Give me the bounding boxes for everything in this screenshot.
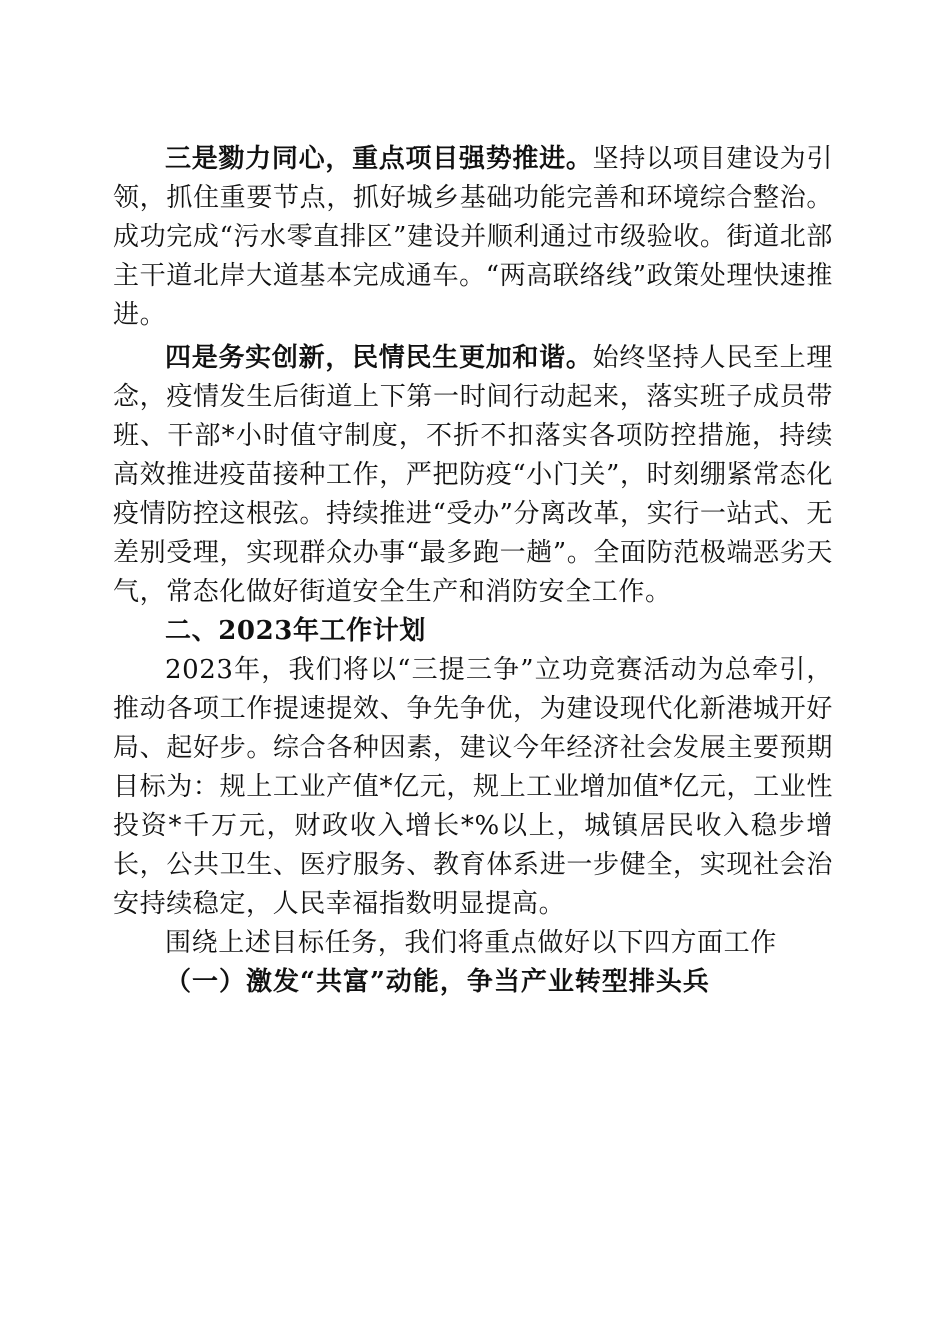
paragraph-plan-intro: 2023年，我们将以“三提三争”立功竞赛活动为总牵引，推动各项工作提速提效、争先争优，为建设现代化新港城开好局、起好步。综合各种因素，建议今年经济社会发展主要预期目标为：规上工业产值*亿元，规上工业增加值*亿元，工业性投资*千万元，财政收入增长*%以上，城镇居民收入稳步增长，公共卫生、医疗服务、教育体系进一步健全，实现社会治安持续稳定，人民幸福指数明显提高。 bbox=[113, 655, 833, 919]
item-three-lead: 三是勠力同心，重点项目强势推进。 bbox=[165, 144, 593, 174]
sub-heading-one: （一）激发“共富”动能，争当产业转型排头兵 bbox=[165, 967, 710, 997]
document-page bbox=[113, 140, 833, 1002]
paragraph-item-three bbox=[113, 140, 833, 335]
paragraph-transition: 围绕上述目标任务，我们将重点做好以下四方面工作 bbox=[165, 928, 777, 958]
item-three-body: 坚持以项目建设为引领，抓住重要节点，抓好城乡基础功能完善和环境综合整治。成功完成“污水零直排区”建设并顺利通过市级验收。街道北部主干道北岸大道基本完成通车。“两高联络线”政策处理快速推进。 bbox=[113, 144, 833, 330]
item-four-body: 始终坚持人民至上理念，疫情发生后街道上下第一时间行动起来，落实班子成员带班、干部*小时值守制度，不折不扣落实各项防控措施，持续高效推进疫苗接种工作，严把防疫“小门关”，时刻绷紧常态化疫情防控这根弦。持续推进“受办”分离改革，实行一站式、无差别受理，实现群众办事“最多跑一趟”。全面防范极端恶劣天气，常态化做好街道安全生产和消防安全工作。 bbox=[113, 343, 833, 607]
item-four-lead: 四是务实创新，民情民生更加和谐。 bbox=[165, 343, 593, 373]
section-two-heading: 二、2023年工作计划 bbox=[165, 616, 426, 646]
paragraph-item-four bbox=[113, 339, 833, 612]
